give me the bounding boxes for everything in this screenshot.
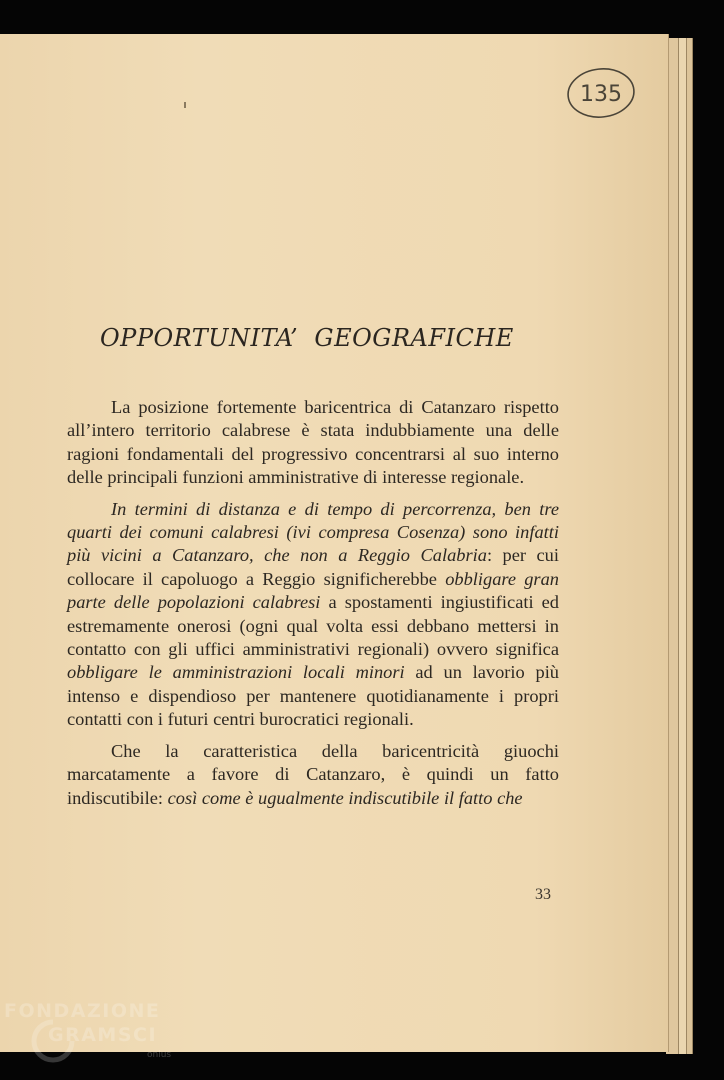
watermark-logo <box>4 1000 204 1080</box>
body-paragraph <box>67 396 559 490</box>
text-run: ad un lavorio più intenso e dispendioso per mantenere quotidianamente i propri contatti con i futuri centri burocratici regionali. <box>67 662 559 730</box>
ink-mark <box>184 102 186 108</box>
text-run: La posizione fortemente baricentrica di Catanzaro rispetto all’intero territorio calabrese è stata indubbiamente una delle ragioni fondamentali del progressivo concentrarsi al suo interno delle principali funzioni amministrative di interesse regionale. <box>67 397 559 488</box>
watermark-text: onlus <box>147 1050 172 1060</box>
watermark-text: FONDAZIONE <box>4 1000 161 1022</box>
handwritten-number-text: 135 <box>580 82 622 107</box>
text-run: : per cui collocare il capoluogo a Reggio significherebbe <box>67 545 559 589</box>
body-paragraph <box>67 740 559 810</box>
italic-run: In termini di distanza e di tempo di percorrenza, ben tre quarti dei comuni calabresi (ivi compresa Cosenza) sono infatti più vicini a Catanzaro, che non a Reggio Calabria <box>67 498 559 566</box>
italic-run: così come è ugualmente indiscutibile il fatto che <box>167 787 523 808</box>
page-number: 33 <box>535 886 551 903</box>
italic-run: obbligare gran parte delle popolazioni calabresi <box>67 568 559 613</box>
handwritten-page-number <box>564 64 638 122</box>
book-page-stack <box>0 34 694 1056</box>
watermark-text: GRAMSCI <box>48 1024 158 1046</box>
book-page <box>0 34 669 1052</box>
text-run: a spostamenti ingiustificati ed estremamente onerosi (ogni qual volta essi debbano mettersi in contatto con gli uffici amministrativi regionali) ovvero significa <box>67 592 560 660</box>
text-run: Che la caratteristica della baricentricità giuochi marcatamente a favore di Catanzaro, è quindi un fatto indiscutibile: <box>67 740 559 808</box>
italic-run: obbligare le amministrazioni locali minori <box>67 662 405 683</box>
body-paragraph <box>67 498 559 732</box>
body-text <box>67 396 559 818</box>
page-title: OPPORTUNITA’ GEOGRAFICHE <box>100 324 514 352</box>
